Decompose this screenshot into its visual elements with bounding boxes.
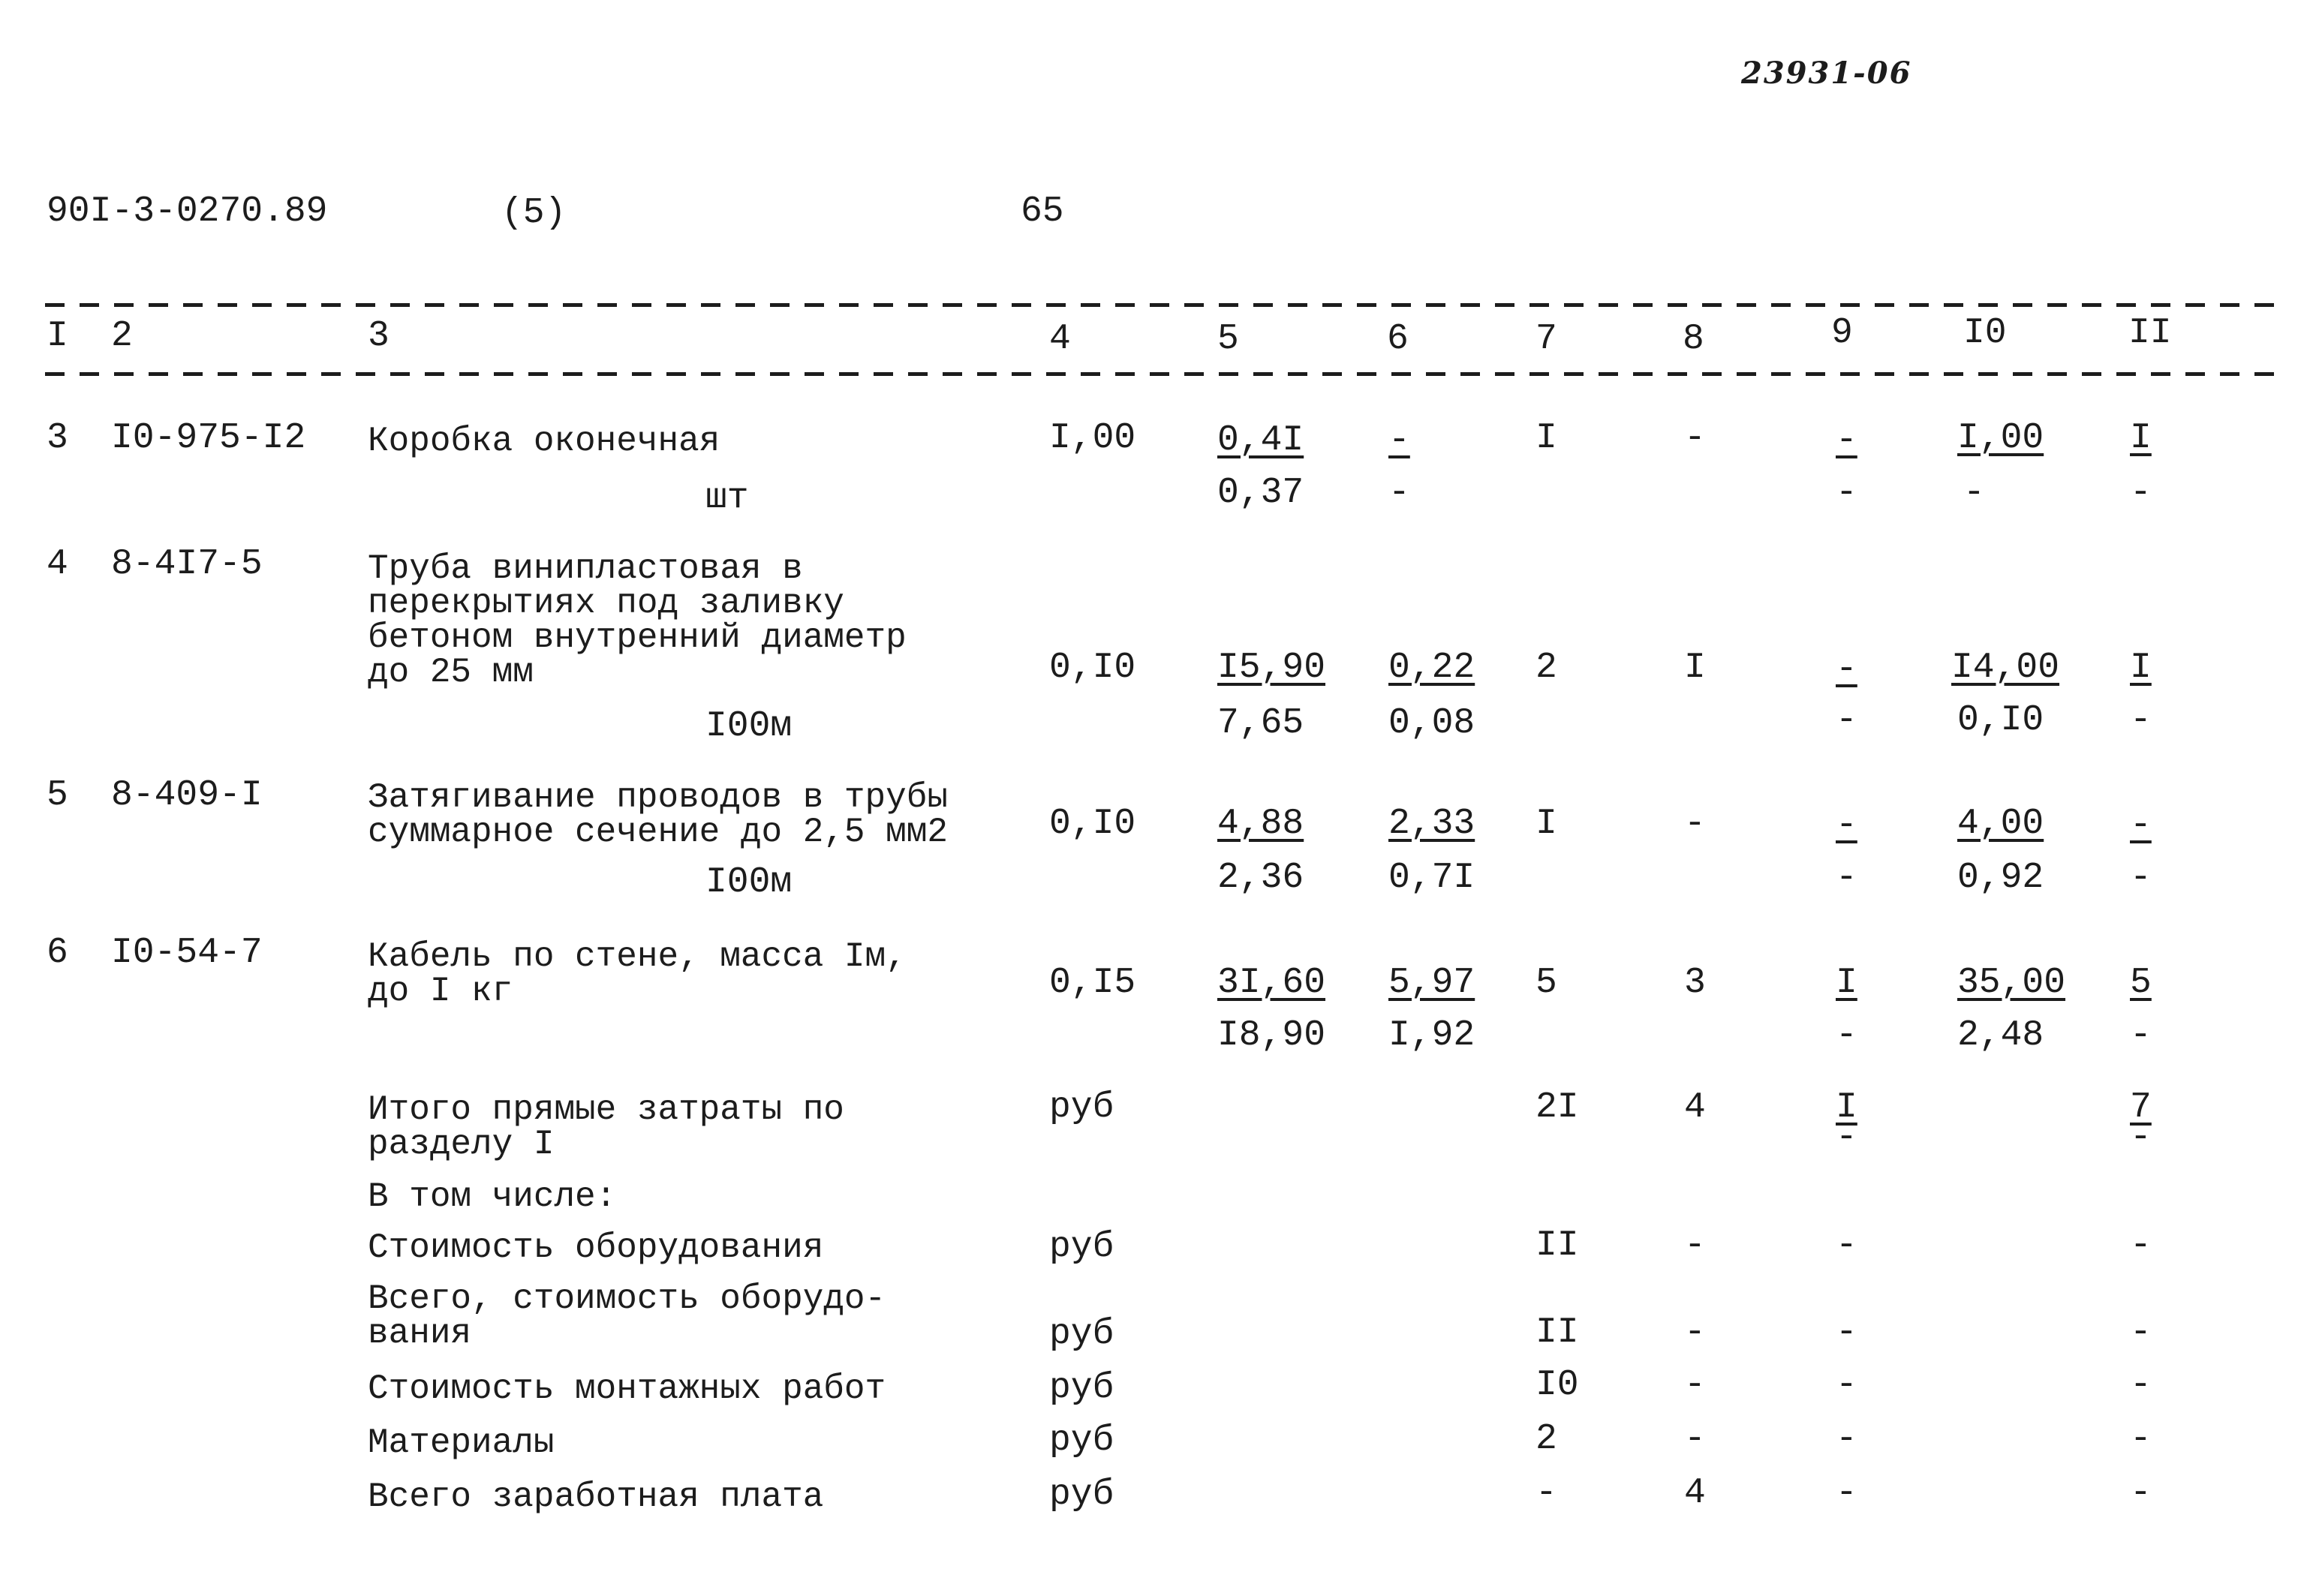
rate-code: 8-409-I — [111, 775, 263, 816]
including-label: В том числе: — [368, 1177, 617, 1216]
totals-col11-top: 7 — [2130, 1087, 2152, 1128]
breakdown-col7: 2 — [1535, 1419, 1557, 1459]
col10-bottom-value: 0,I0 — [1957, 700, 2044, 741]
col6-top-value: 2,33 — [1388, 804, 1475, 844]
col11-bottom-value: - — [2130, 473, 2152, 513]
col8-value: - — [1684, 804, 1706, 844]
col7-value: 2 — [1535, 648, 1557, 688]
col9-top-value: - — [1836, 805, 1857, 846]
col5-top-value: 0,4I — [1217, 420, 1304, 461]
column-number: 5 — [1217, 319, 1239, 359]
document-code: 90I-3-0270.89 — [47, 191, 328, 232]
breakdown-col7: I0 — [1535, 1365, 1579, 1405]
col9-top-value: - — [1836, 420, 1857, 461]
work-description: Затягивание проводов в трубы суммарное сечение до 2,5 мм2 — [368, 778, 948, 852]
breakdown-col11: - — [2130, 1473, 2152, 1513]
totals-col8: 4 — [1684, 1087, 1706, 1128]
col5-bottom-value: 2,36 — [1217, 858, 1304, 898]
col9-bottom-value: - — [1836, 858, 1857, 898]
breakdown-col8: - — [1684, 1225, 1706, 1266]
col7-value: I — [1535, 418, 1557, 458]
quantity: I,00 — [1049, 418, 1136, 458]
col10-bottom-value: 0,92 — [1957, 858, 2044, 898]
column-number: 8 — [1683, 319, 1704, 359]
row-number: 4 — [47, 544, 68, 585]
handwritten-annotation: 23931-06 — [1741, 56, 1912, 91]
totals-unit: руб — [1049, 1087, 1114, 1128]
col5-bottom-value: 0,37 — [1217, 473, 1304, 513]
row-number: 3 — [47, 418, 68, 458]
breakdown-unit: руб — [1049, 1227, 1114, 1267]
breakdown-col7: - — [1535, 1473, 1557, 1513]
page-number: 65 — [1021, 191, 1064, 232]
work-description: Коробка оконечная — [368, 422, 720, 461]
quantity: 0,I0 — [1049, 804, 1136, 844]
rate-code: I0-54-7 — [111, 933, 263, 973]
quantity: 0,I5 — [1049, 963, 1136, 1003]
work-description: Кабель по стене, масса Iм, до I кг — [368, 937, 907, 1011]
breakdown-col11: - — [2130, 1365, 2152, 1405]
breakdown-col8: - — [1684, 1312, 1706, 1353]
totals-label: Итого прямые затраты по разделу I — [368, 1090, 844, 1164]
unit-of-measure: I00м — [705, 862, 793, 903]
col9-bottom-value: - — [1836, 473, 1857, 513]
row-number: 6 — [47, 933, 68, 973]
work-description: Труба винипластовая в перекрытиях под заливку бетоном внутренний диаметр до 25 мм — [368, 549, 907, 692]
column-number: 7 — [1535, 319, 1557, 359]
col9-top-value: I — [1836, 963, 1857, 1003]
breakdown-col11: - — [2130, 1419, 2152, 1459]
document-part: (5) — [501, 193, 567, 233]
totals-col9-bottom: - — [1836, 1117, 1857, 1158]
col6-bottom-value: 0,08 — [1388, 703, 1475, 744]
breakdown-label: Стоимость оборудования — [368, 1228, 824, 1267]
col10-top-value: I4,00 — [1951, 648, 2060, 688]
col5-bottom-value: 7,65 — [1217, 703, 1304, 744]
col5-bottom-value: I8,90 — [1217, 1015, 1326, 1056]
breakdown-col7: II — [1535, 1225, 1579, 1266]
col6-bottom-value: - — [1388, 473, 1410, 513]
col8-value: I — [1684, 648, 1706, 688]
breakdown-unit: руб — [1049, 1474, 1114, 1515]
column-number: 3 — [368, 316, 390, 356]
col6-top-value: 0,22 — [1388, 648, 1475, 688]
rate-code: 8-4I7-5 — [111, 544, 263, 585]
column-number: 6 — [1387, 319, 1409, 359]
breakdown-label: Всего заработная плата — [368, 1477, 824, 1516]
col8-value: - — [1684, 418, 1706, 458]
col10-top-value: I,00 — [1957, 418, 2044, 458]
col10-bottom-value: - — [1963, 473, 1985, 513]
breakdown-col8: - — [1684, 1419, 1706, 1459]
col11-bottom-value: - — [2130, 858, 2152, 898]
col5-top-value: 3I,60 — [1217, 963, 1326, 1003]
breakdown-col9: - — [1836, 1419, 1857, 1459]
col8-value: 3 — [1684, 963, 1706, 1003]
col11-bottom-value: - — [2130, 1015, 2152, 1056]
breakdown-col9: - — [1836, 1473, 1857, 1513]
col5-top-value: I5,90 — [1217, 648, 1326, 688]
breakdown-unit: руб — [1049, 1368, 1114, 1408]
col6-bottom-value: I,92 — [1388, 1015, 1475, 1056]
col6-top-value: - — [1388, 420, 1410, 461]
column-number: 9 — [1831, 313, 1853, 353]
breakdown-col11: - — [2130, 1312, 2152, 1353]
column-number: 2 — [111, 316, 133, 356]
column-number: I — [47, 316, 68, 356]
breakdown-col9: - — [1836, 1365, 1857, 1405]
totals-col7: 2I — [1535, 1087, 1579, 1128]
column-number: 4 — [1049, 319, 1071, 359]
col9-top-value: - — [1836, 649, 1857, 690]
breakdown-col8: - — [1684, 1365, 1706, 1405]
col11-top-value: 5 — [2130, 963, 2152, 1003]
breakdown-col11: - — [2130, 1225, 2152, 1266]
breakdown-col9: - — [1836, 1225, 1857, 1266]
totals-col9-top: I — [1836, 1087, 1857, 1128]
breakdown-unit: руб — [1049, 1314, 1114, 1354]
breakdown-label: Стоимость монтажных работ — [368, 1369, 886, 1408]
col9-bottom-value: - — [1836, 1015, 1857, 1056]
col10-top-value: 35,00 — [1957, 963, 2066, 1003]
col11-top-value: I — [2130, 648, 2152, 688]
totals-col11-bottom: - — [2130, 1117, 2152, 1158]
col6-top-value: 5,97 — [1388, 963, 1475, 1003]
breakdown-col9: - — [1836, 1312, 1857, 1353]
header-bottom-divider — [45, 372, 2278, 376]
column-number: II — [2128, 313, 2172, 353]
row-number: 5 — [47, 775, 68, 816]
unit-of-measure: шт — [705, 478, 749, 518]
breakdown-col8: 4 — [1684, 1473, 1706, 1513]
col10-top-value: 4,00 — [1957, 804, 2044, 844]
col11-bottom-value: - — [2130, 700, 2152, 741]
col6-bottom-value: 0,7I — [1388, 858, 1475, 898]
col9-bottom-value: - — [1836, 700, 1857, 741]
rate-code: I0-975-I2 — [111, 418, 306, 458]
header-top-divider — [45, 303, 2278, 307]
col7-value: I — [1535, 804, 1557, 844]
col10-bottom-value: 2,48 — [1957, 1015, 2044, 1056]
col7-value: 5 — [1535, 963, 1557, 1003]
unit-of-measure: I00м — [705, 706, 793, 747]
breakdown-col7: II — [1535, 1312, 1579, 1353]
breakdown-label: Всего, стоимость оборудо- вания — [368, 1279, 886, 1353]
quantity: 0,I0 — [1049, 648, 1136, 688]
col11-top-value: - — [2130, 805, 2152, 846]
col11-top-value: I — [2130, 418, 2152, 458]
column-number: I0 — [1963, 313, 2007, 353]
breakdown-unit: руб — [1049, 1420, 1114, 1461]
breakdown-label: Материалы — [368, 1423, 555, 1462]
col5-top-value: 4,88 — [1217, 804, 1304, 844]
